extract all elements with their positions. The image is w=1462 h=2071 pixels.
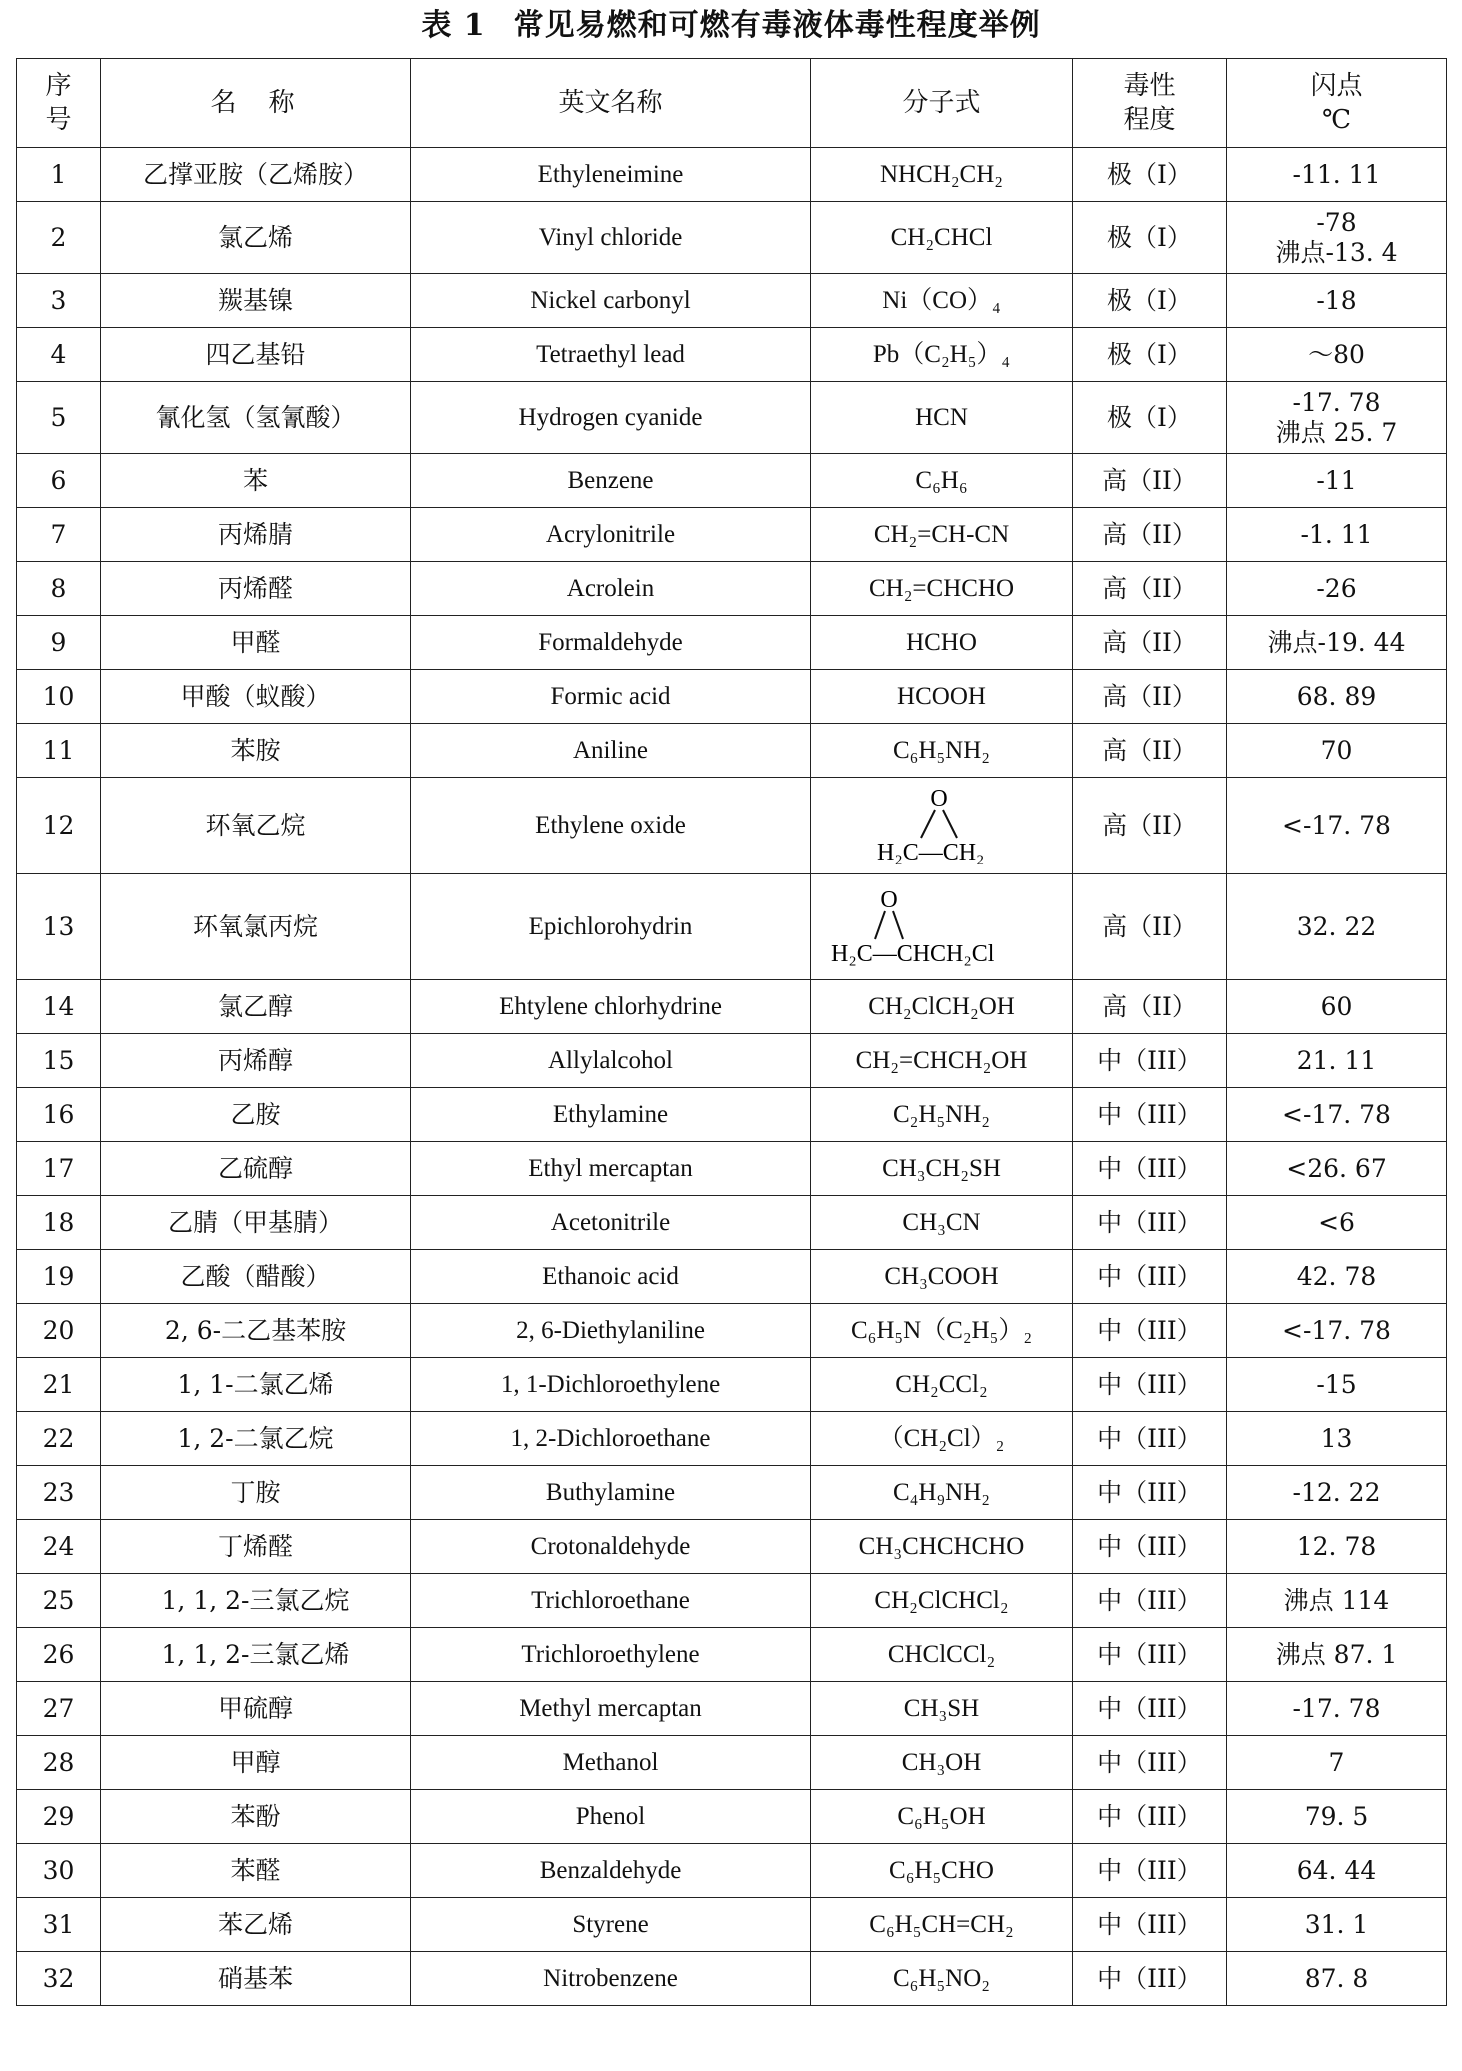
row-number: 30 xyxy=(17,1844,101,1898)
ring-carbons: H₂C—CH₂ xyxy=(876,839,984,864)
flash-point: <-17. 78 xyxy=(1227,1088,1447,1142)
table-row xyxy=(17,1682,1447,1736)
toxicity-level: 中（III） xyxy=(1073,1304,1227,1358)
english-name: 2, 6-Diethylaniline xyxy=(411,1304,811,1358)
chinese-name: 丙烯醇 xyxy=(101,1034,411,1088)
row-number: 24 xyxy=(17,1520,101,1574)
toxicity-level: 高（II） xyxy=(1073,724,1227,778)
molecular-formula: CH₃SH xyxy=(811,1682,1073,1736)
chinese-name: 苯乙烯 xyxy=(101,1898,411,1952)
chinese-name: 苯醛 xyxy=(101,1844,411,1898)
toxicity-level: 中（III） xyxy=(1073,1736,1227,1790)
row-number: 8 xyxy=(17,562,101,616)
row-number: 6 xyxy=(17,454,101,508)
toxicity-level: 中（III） xyxy=(1073,1520,1227,1574)
toxicity-level: 中（III） xyxy=(1073,1952,1227,2006)
chinese-name: 乙酸（醋酸） xyxy=(101,1250,411,1304)
molecular-formula: C₂H₅NH₂ xyxy=(811,1088,1073,1142)
molecular-formula: C₆H₆ xyxy=(811,454,1073,508)
toxicity-level: 中（III） xyxy=(1073,1790,1227,1844)
flash-point: 31. 1 xyxy=(1227,1898,1447,1952)
molecular-formula: CH₂=CHCH₂OH xyxy=(811,1034,1073,1088)
row-number: 28 xyxy=(17,1736,101,1790)
table-row xyxy=(17,980,1447,1034)
english-name: Allylalcohol xyxy=(411,1034,811,1088)
english-name: Acrolein xyxy=(411,562,811,616)
table-row xyxy=(17,1304,1447,1358)
row-number: 26 xyxy=(17,1628,101,1682)
toxicity-level: 极（I） xyxy=(1073,328,1227,382)
toxicity-level: 高（II） xyxy=(1073,616,1227,670)
toxicity-level: 高（II） xyxy=(1073,508,1227,562)
english-name: Methanol xyxy=(411,1736,811,1790)
flash-point: 13 xyxy=(1227,1412,1447,1466)
molecular-formula xyxy=(811,874,1073,980)
row-number: 25 xyxy=(17,1574,101,1628)
chinese-name: 硝基苯 xyxy=(101,1952,411,2006)
molecular-formula: C₆H₅OH xyxy=(811,1790,1073,1844)
table-row xyxy=(17,1196,1447,1250)
molecular-formula: CH₃CHCHCHO xyxy=(811,1520,1073,1574)
toxicity-level: 高（II） xyxy=(1073,980,1227,1034)
flash-point: <-17. 78 xyxy=(1227,1304,1447,1358)
table-row xyxy=(17,508,1447,562)
row-number: 2 xyxy=(17,202,101,274)
english-name: Nickel carbonyl xyxy=(411,274,811,328)
toxicity-level: 高（II） xyxy=(1073,778,1227,874)
english-name: Ethylene oxide xyxy=(411,778,811,874)
molecular-formula: HCN xyxy=(811,382,1073,454)
molecular-formula: C₄H₉NH₂ xyxy=(811,1466,1073,1520)
molecular-formula: （CH₂Cl）₂ xyxy=(811,1412,1073,1466)
molecular-formula: HCHO xyxy=(811,616,1073,670)
row-number: 19 xyxy=(17,1250,101,1304)
row-number: 20 xyxy=(17,1304,101,1358)
english-name: Ethylamine xyxy=(411,1088,811,1142)
toxicity-level: 中（III） xyxy=(1073,1412,1227,1466)
molecular-formula: CH₂CCl₂ xyxy=(811,1358,1073,1412)
toxicity-table xyxy=(16,58,1447,2006)
chinese-name: 乙腈（甲基腈） xyxy=(101,1196,411,1250)
flash-point: <-17. 78 xyxy=(1227,778,1447,874)
table-row xyxy=(17,1790,1447,1844)
chinese-name: 羰基镍 xyxy=(101,274,411,328)
chinese-name: 丁烯醛 xyxy=(101,1520,411,1574)
table-row xyxy=(17,562,1447,616)
english-name: Ethyl mercaptan xyxy=(411,1142,811,1196)
molecular-formula: C₆H₅NH₂ xyxy=(811,724,1073,778)
english-name: Phenol xyxy=(411,1790,811,1844)
toxicity-level: 中（III） xyxy=(1073,1628,1227,1682)
flash-point: -11. 11 xyxy=(1227,148,1447,202)
row-number: 23 xyxy=(17,1466,101,1520)
table-row xyxy=(17,1736,1447,1790)
flash-point: 64. 44 xyxy=(1227,1844,1447,1898)
row-number: 1 xyxy=(17,148,101,202)
molecular-formula: Pb（C₂H₅）₄ xyxy=(811,328,1073,382)
row-number: 16 xyxy=(17,1088,101,1142)
epoxide-structure xyxy=(827,885,1057,969)
toxicity-level: 中（III） xyxy=(1073,1250,1227,1304)
toxicity-level: 极（I） xyxy=(1073,148,1227,202)
table-row xyxy=(17,1520,1447,1574)
flash-point: 沸点 87. 1 xyxy=(1227,1628,1447,1682)
flash-point: -11 xyxy=(1227,454,1447,508)
toxicity-level: 高（II） xyxy=(1073,874,1227,980)
ring-bond xyxy=(893,911,903,939)
chinese-name: 丙烯腈 xyxy=(101,508,411,562)
table-number: 表 1 xyxy=(421,8,486,43)
english-name: Acrylonitrile xyxy=(411,508,811,562)
row-number: 3 xyxy=(17,274,101,328)
table-row xyxy=(17,670,1447,724)
flash-point: 32. 22 xyxy=(1227,874,1447,980)
chinese-name: 甲硫醇 xyxy=(101,1682,411,1736)
molecular-formula: HCOOH xyxy=(811,670,1073,724)
table-row xyxy=(17,202,1447,274)
epoxide-structure xyxy=(867,788,1017,864)
row-number: 14 xyxy=(17,980,101,1034)
ring-bond xyxy=(943,810,957,838)
toxicity-level: 中（III） xyxy=(1073,1682,1227,1736)
chinese-name: 丙烯醛 xyxy=(101,562,411,616)
toxicity-level: 中（III） xyxy=(1073,1358,1227,1412)
english-name: Vinyl chloride xyxy=(411,202,811,274)
flash-point: -26 xyxy=(1227,562,1447,616)
chinese-name: 1, 2-二氯乙烷 xyxy=(101,1412,411,1466)
molecular-formula: C₆H₅NO₂ xyxy=(811,1952,1073,2006)
row-number: 15 xyxy=(17,1034,101,1088)
english-name: Formaldehyde xyxy=(411,616,811,670)
chinese-name: 环氧乙烷 xyxy=(101,778,411,874)
toxicity-level: 中（III） xyxy=(1073,1844,1227,1898)
english-name: Formic acid xyxy=(411,670,811,724)
molecular-formula: C₆H₅CH=CH₂ xyxy=(811,1898,1073,1952)
flash-point: 87. 8 xyxy=(1227,1952,1447,2006)
chinese-name: 1, 1-二氯乙烯 xyxy=(101,1358,411,1412)
chinese-name: 苯胺 xyxy=(101,724,411,778)
molecular-formula: C₆H₅CHO xyxy=(811,1844,1073,1898)
ring-carbons: H₂C—CHCH₂Cl xyxy=(830,940,994,967)
table-row xyxy=(17,1844,1447,1898)
toxicity-level: 中（III） xyxy=(1073,1196,1227,1250)
table-row xyxy=(17,148,1447,202)
chinese-name: 2, 6-二乙基苯胺 xyxy=(101,1304,411,1358)
table-row xyxy=(17,1628,1447,1682)
chinese-name: 甲醛 xyxy=(101,616,411,670)
row-number: 7 xyxy=(17,508,101,562)
flash-point: 7 xyxy=(1227,1736,1447,1790)
flash-point: 沸点 114 xyxy=(1227,1574,1447,1628)
row-number: 22 xyxy=(17,1412,101,1466)
table-row xyxy=(17,1088,1447,1142)
flash-point: ～80 xyxy=(1227,328,1447,382)
header-toxicity: 毒性 程度 xyxy=(1073,59,1227,148)
toxicity-level: 高（II） xyxy=(1073,562,1227,616)
header-formula: 分子式 xyxy=(811,59,1073,148)
english-name: 1, 2-Dichloroethane xyxy=(411,1412,811,1466)
molecular-formula: CH₃OH xyxy=(811,1736,1073,1790)
table-caption: 常见易燃和可燃有毒液体毒性程度举例 xyxy=(513,8,1041,43)
english-name: Aniline xyxy=(411,724,811,778)
toxicity-level: 极（I） xyxy=(1073,202,1227,274)
table-row xyxy=(17,1898,1447,1952)
english-name: Epichlorohydrin xyxy=(411,874,811,980)
chinese-name: 氯乙醇 xyxy=(101,980,411,1034)
ring-oxygen: O xyxy=(879,886,898,913)
row-number: 27 xyxy=(17,1682,101,1736)
flash-point: 70 xyxy=(1227,724,1447,778)
molecular-formula: CH₃CH₂SH xyxy=(811,1142,1073,1196)
row-number: 12 xyxy=(17,778,101,874)
header-no: 序 号 xyxy=(17,59,101,148)
toxicity-level: 极（I） xyxy=(1073,382,1227,454)
chinese-name: 甲酸（蚁酸） xyxy=(101,670,411,724)
header-english-name: 英文名称 xyxy=(411,59,811,148)
flash-point: -78 沸点-13. 4 xyxy=(1227,202,1447,274)
toxicity-level: 高（II） xyxy=(1073,670,1227,724)
chinese-name: 氰化氢（氢氰酸） xyxy=(101,382,411,454)
table-header-row xyxy=(17,59,1447,148)
english-name: Trichloroethylene xyxy=(411,1628,811,1682)
molecular-formula: CHClCCl₂ xyxy=(811,1628,1073,1682)
table-row xyxy=(17,724,1447,778)
flash-point: -18 xyxy=(1227,274,1447,328)
table-row xyxy=(17,328,1447,382)
flash-point: <26. 67 xyxy=(1227,1142,1447,1196)
english-name: Benzaldehyde xyxy=(411,1844,811,1898)
molecular-formula: Ni（CO）₄ xyxy=(811,274,1073,328)
table-row xyxy=(17,874,1447,980)
chinese-name: 乙胺 xyxy=(101,1088,411,1142)
row-number: 32 xyxy=(17,1952,101,2006)
row-number: 31 xyxy=(17,1898,101,1952)
table-row xyxy=(17,1034,1447,1088)
chinese-name: 环氧氯丙烷 xyxy=(101,874,411,980)
row-number: 17 xyxy=(17,1142,101,1196)
flash-point: 42. 78 xyxy=(1227,1250,1447,1304)
english-name: Ehtylene chlorhydrine xyxy=(411,980,811,1034)
flash-point: -12. 22 xyxy=(1227,1466,1447,1520)
row-number: 18 xyxy=(17,1196,101,1250)
table-row xyxy=(17,616,1447,670)
header-flash-point: 闪点 ℃ xyxy=(1227,59,1447,148)
row-number: 21 xyxy=(17,1358,101,1412)
ring-bond xyxy=(875,911,885,939)
toxicity-level: 中（III） xyxy=(1073,1898,1227,1952)
table-row xyxy=(17,1250,1447,1304)
chinese-name: 1, 1, 2-三氯乙烯 xyxy=(101,1628,411,1682)
table-row xyxy=(17,1412,1447,1466)
table-row xyxy=(17,1358,1447,1412)
english-name: 1, 1-Dichloroethylene xyxy=(411,1358,811,1412)
toxicity-level: 中（III） xyxy=(1073,1034,1227,1088)
flash-point: -15 xyxy=(1227,1358,1447,1412)
flash-point: -1. 11 xyxy=(1227,508,1447,562)
chinese-name: 丁胺 xyxy=(101,1466,411,1520)
english-name: Hydrogen cyanide xyxy=(411,382,811,454)
english-name: Styrene xyxy=(411,1898,811,1952)
english-name: Buthylamine xyxy=(411,1466,811,1520)
chinese-name: 四乙基铅 xyxy=(101,328,411,382)
molecular-formula: NHCH₂CH₂ xyxy=(811,148,1073,202)
molecular-formula: CH₃COOH xyxy=(811,1250,1073,1304)
english-name: Trichloroethane xyxy=(411,1574,811,1628)
table-row xyxy=(17,1952,1447,2006)
chinese-name: 苯酚 xyxy=(101,1790,411,1844)
english-name: Ethyleneimine xyxy=(411,148,811,202)
header-name: 名称 xyxy=(101,59,411,148)
molecular-formula xyxy=(811,778,1073,874)
table-body xyxy=(17,148,1447,2006)
table-title xyxy=(0,8,1462,44)
chinese-name: 乙撑亚胺（乙烯胺） xyxy=(101,148,411,202)
table-row xyxy=(17,1142,1447,1196)
table-row xyxy=(17,1466,1447,1520)
table-row xyxy=(17,274,1447,328)
molecular-formula: CH₂=CH-CN xyxy=(811,508,1073,562)
flash-point: 沸点-19. 44 xyxy=(1227,616,1447,670)
flash-point: 12. 78 xyxy=(1227,1520,1447,1574)
molecular-formula: CH₃CN xyxy=(811,1196,1073,1250)
row-number: 10 xyxy=(17,670,101,724)
molecular-formula: CH₂CHCl xyxy=(811,202,1073,274)
row-number: 13 xyxy=(17,874,101,980)
chinese-name: 乙硫醇 xyxy=(101,1142,411,1196)
table-row xyxy=(17,1574,1447,1628)
toxicity-level: 中（III） xyxy=(1073,1142,1227,1196)
english-name: Acetonitrile xyxy=(411,1196,811,1250)
flash-point: -17. 78 xyxy=(1227,1682,1447,1736)
molecular-formula: CH₂ClCH₂OH xyxy=(811,980,1073,1034)
toxicity-level: 中（III） xyxy=(1073,1088,1227,1142)
ring-bond xyxy=(921,810,935,838)
row-number: 11 xyxy=(17,724,101,778)
english-name: Ethanoic acid xyxy=(411,1250,811,1304)
row-number: 29 xyxy=(17,1790,101,1844)
flash-point: 68. 89 xyxy=(1227,670,1447,724)
english-name: Tetraethyl lead xyxy=(411,328,811,382)
toxicity-level: 中（III） xyxy=(1073,1466,1227,1520)
flash-point: 60 xyxy=(1227,980,1447,1034)
molecular-formula: CH₂ClCHCl₂ xyxy=(811,1574,1073,1628)
english-name: Benzene xyxy=(411,454,811,508)
toxicity-level: 极（I） xyxy=(1073,274,1227,328)
flash-point: 21. 11 xyxy=(1227,1034,1447,1088)
molecular-formula: C₆H₅N（C₂H₅）₂ xyxy=(811,1304,1073,1358)
row-number: 9 xyxy=(17,616,101,670)
toxicity-level: 高（II） xyxy=(1073,454,1227,508)
chinese-name: 1, 1, 2-三氯乙烷 xyxy=(101,1574,411,1628)
row-number: 5 xyxy=(17,382,101,454)
table-row xyxy=(17,454,1447,508)
table-row xyxy=(17,778,1447,874)
chinese-name: 苯 xyxy=(101,454,411,508)
flash-point: <6 xyxy=(1227,1196,1447,1250)
ring-oxygen: O xyxy=(929,787,948,812)
english-name: Nitrobenzene xyxy=(411,1952,811,2006)
chinese-name: 氯乙烯 xyxy=(101,202,411,274)
english-name: Methyl mercaptan xyxy=(411,1682,811,1736)
flash-point: -17. 78 沸点 25. 7 xyxy=(1227,382,1447,454)
row-number: 4 xyxy=(17,328,101,382)
table-row xyxy=(17,382,1447,454)
flash-point: 79. 5 xyxy=(1227,1790,1447,1844)
molecular-formula: CH₂=CHCHO xyxy=(811,562,1073,616)
chinese-name: 甲醇 xyxy=(101,1736,411,1790)
toxicity-level: 中（III） xyxy=(1073,1574,1227,1628)
english-name: Crotonaldehyde xyxy=(411,1520,811,1574)
